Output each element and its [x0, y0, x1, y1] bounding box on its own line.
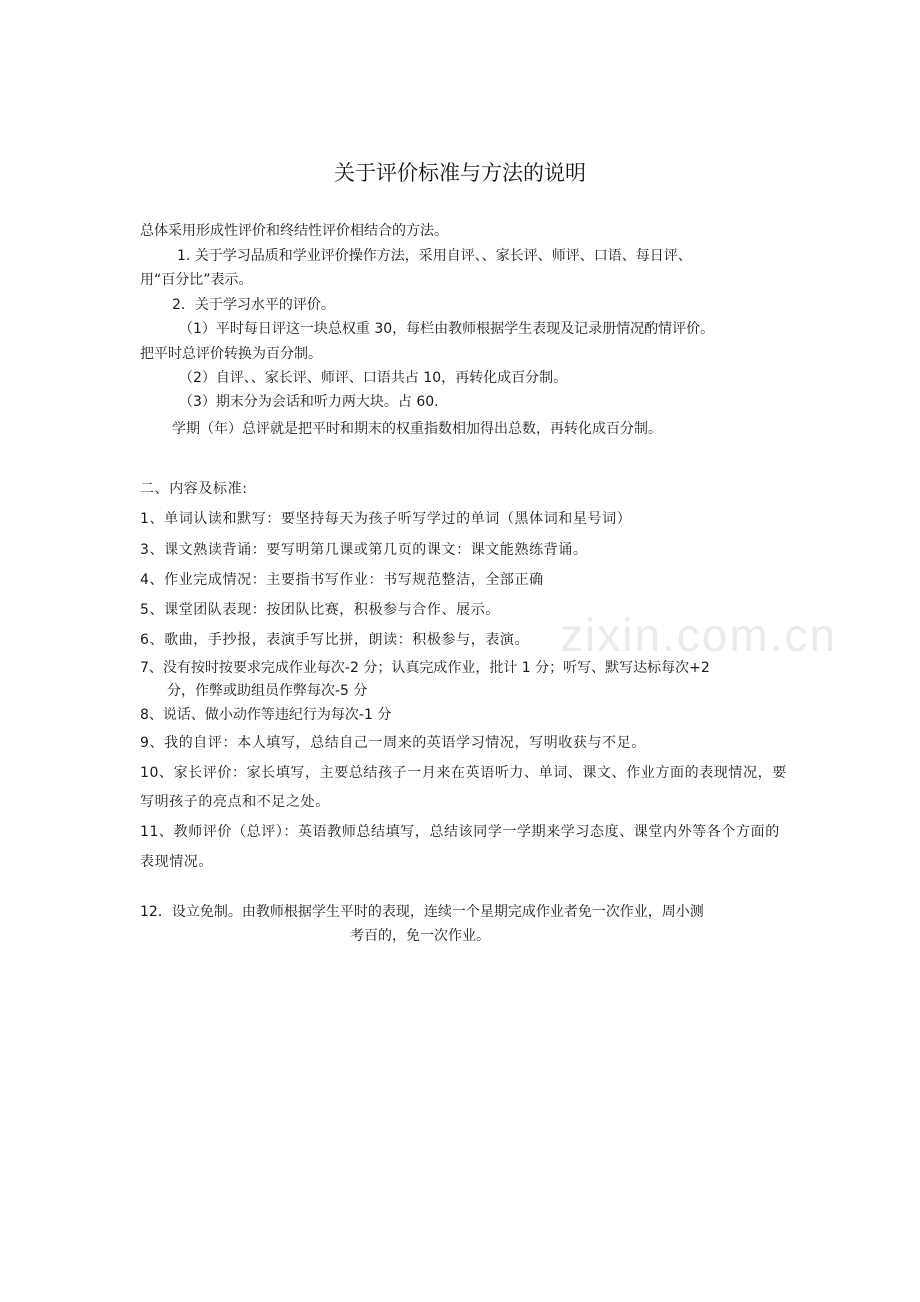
list-item-continued: 写明孩子的亮点和不足之处。	[140, 794, 330, 810]
item1-line2: 用“百分比”表示。	[140, 272, 253, 288]
list-item: 9、我的自评：本人填写，总结自己一周来的英语学习情况，写明收获与不足。	[140, 735, 646, 751]
list-item: 10、家长评价：家长填写，主要总结孩子一月来在英语听力、单词、课文、作业方面的表现情况，要	[140, 765, 787, 781]
sub2-text: （2）自评、、家长评、师评、口语共占 10，再转化成百分制。	[179, 370, 568, 386]
list-item-continued: 表现情况。	[140, 854, 213, 870]
list-item: 6、歌曲，手抄报，表演手写比拼，朗读：积极参与，表演。	[140, 632, 530, 648]
sub3-text: （3）期末分为会话和听力两大块。占 60.	[179, 394, 439, 410]
list-item: 11、教师评价（总评）：英语教师总结填写，总结该同学一学期来学习态度、课堂内外等各个方面的	[140, 824, 780, 840]
list-item: 8、说话、做小动作等违纪行为每次-1 分	[140, 707, 392, 723]
item12-line1: 12．设立免制。由教师根据学生平时的表现，连续一个星期完成作业者免一次作业，周小测	[140, 904, 704, 920]
list-item: 7、没有按时按要求完成作业每次-2 分；认真完成作业，批计 1 分；听写、默写达标每次+2	[140, 660, 710, 676]
document-title: 关于评价标准与方法的说明	[334, 161, 586, 185]
watermark: zixin.com.cn	[560, 609, 838, 661]
list-item: 1、单词认读和默写：要坚持每天为孩子听写学过的单词（黑体词和星号词）	[140, 511, 632, 527]
intro-text: 总体采用形成性评价和终结性评价相结合的方法。	[140, 223, 448, 239]
list-item-continued: 分，作弊或助组员作弊每次-5 分	[167, 683, 368, 699]
section2-heading: 二、内容及标准:	[140, 481, 248, 497]
list-item: 5、课堂团队表现：按团队比赛，积极参与合作、展示。	[140, 602, 500, 618]
summary-text: 学期（年）总评就是把平时和期末的权重指数相加得出总数，再转化成百分制。	[172, 421, 662, 437]
sub1-line1: （1）平时每日评这一块总权重 30，每栏由教师根据学生表现及记录册情况酌情评价。	[179, 321, 715, 337]
item12-line2: 考百的，免一次作业。	[350, 928, 490, 944]
list-item: 4、作业完成情况：主要指书写作业：书写规范整洁，全部正确	[140, 572, 544, 588]
item2-text: 2．关于学习水平的评价。	[172, 297, 335, 313]
list-item: 3、课文熟读背诵：要写明第几课或第几页的课文：课文能熟练背诵。	[140, 542, 588, 558]
sub1-line2: 把平时总评价转换为百分制。	[140, 346, 322, 362]
item1-line1: 1. 关于学习品质和学业评价操作方法，采用自评、、家长评、师评、口语、每日评、	[177, 248, 692, 264]
